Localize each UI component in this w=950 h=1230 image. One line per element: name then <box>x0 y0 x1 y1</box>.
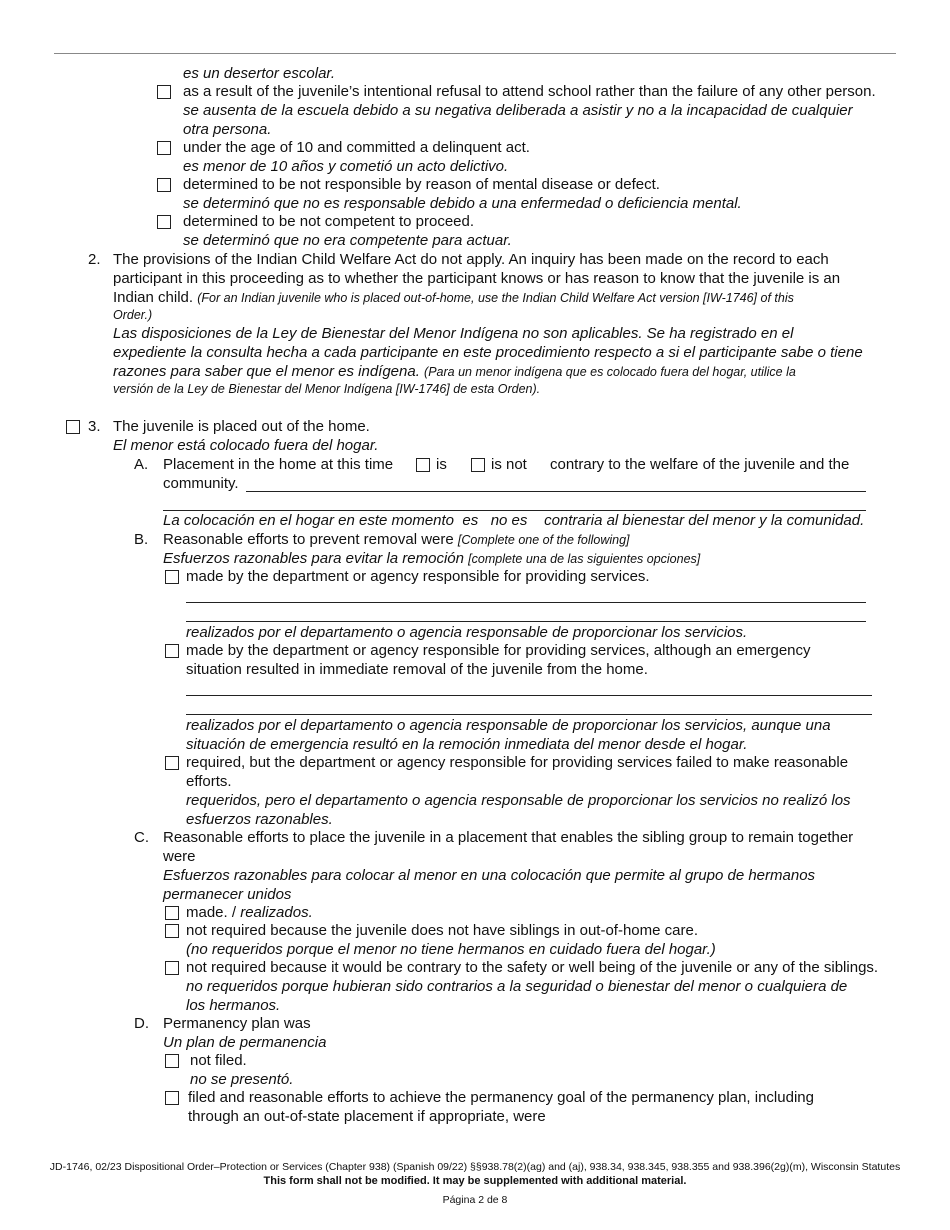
item3-es: El menor está colocado fuera del hogar. <box>113 437 379 454</box>
footer-page-number: Página 2 de 8 <box>442 1194 508 1206</box>
item3a-letter: A. <box>134 456 149 473</box>
item3b-es-note: [complete una de las siguientes opciones] <box>468 552 701 566</box>
item2-es-3 <box>113 363 796 380</box>
item3c-opt1-en: made. / <box>186 904 237 921</box>
item3d-en: Permanency plan was <box>163 1015 311 1032</box>
item3b-opt2-es-1: realizados por el departamento o agencia responsable de proporcionar los servicios, aunque una <box>186 717 831 734</box>
item2-en-2: participant in this proceeding as to whether the participant knows or has reason to know that the juvenile is an <box>113 270 841 287</box>
item3a-isnot-label: is not <box>491 456 527 473</box>
item3b-en-note: [Complete one of the following] <box>457 533 630 547</box>
item3b-opt1-checkbox[interactable] <box>165 570 179 584</box>
item2-en-1: The provisions of the Indian Child Welfare Act do not apply. An inquiry has been made on the record to each <box>113 251 829 268</box>
item3c-opt2-es: (no requeridos porque el menor no tiene hermanos en cuidado fuera del hogar.) <box>186 941 716 958</box>
competent-checkbox[interactable] <box>157 215 171 229</box>
item2-es-note-2: versión de la Ley de Bienestar del Menor Indígena [IW-1746] de esta Orden). <box>113 382 541 396</box>
footer-citation: JD-1746, 02/23 Dispositional Order–Protection or Services (Chapter 938) (Spanish 09/22) §§938.78(2)(ag) and (aj), 938.34, 938.345, 938.355 and 938.396(2g)(m), Wisconsin Statutes <box>49 1161 901 1173</box>
item3c-en-2: were <box>163 848 196 865</box>
competent-en: determined to be not competent to proceed. <box>183 213 475 230</box>
item2-en-3 <box>113 289 794 306</box>
item3c-opt1 <box>186 904 313 921</box>
item3b-opt2-checkbox[interactable] <box>165 644 179 658</box>
item3d-letter: D. <box>134 1015 149 1032</box>
item3b-es-text: Esfuerzos razonables para evitar la remoción <box>163 550 464 567</box>
competent-es: se determinó que no era competente para actuar. <box>183 232 512 249</box>
item3d-opt2-en-2: through an out-of-state placement if appropriate, were <box>188 1108 546 1125</box>
item3a-text: Placement in the home at this time <box>163 456 394 473</box>
item2-en-note-1: (For an Indian juvenile who is placed out-of-home, use the Indian Child Welfare Act version [IW-1746] of this <box>197 291 794 305</box>
refusal-es-1: se ausenta de la escuela debido a su negativa deliberada a asistir y no a la incapacidad de cualquier <box>183 102 853 119</box>
item2-es-2: expediente la consulta hecha a cada participante en este procedimiento respecto a si el participante sabe o tiene <box>113 344 863 361</box>
item3d-es: Un plan de permanencia <box>163 1034 327 1051</box>
item3c-opt3-en: not required because it would be contrary to the safety or well being of the juvenile or any of the siblings. <box>186 959 879 976</box>
item2-en-3-text: Indian child. <box>113 289 194 306</box>
mental-en: determined to be not responsible by reason of mental disease or defect. <box>183 176 660 193</box>
item3c-opt2-en: not required because the juvenile does not have siblings in out-of-home care. <box>186 922 698 939</box>
item3a-isnot-checkbox[interactable] <box>471 458 485 472</box>
item2-en-note-2: Order.) <box>113 308 153 322</box>
item3b-opt1-en: made by the department or agency responsible for providing services. <box>186 568 650 585</box>
footer-notice: This form shall not be modified. It may be supplemented with additional material. <box>263 1175 687 1187</box>
item3b-es <box>163 550 700 567</box>
item3b-opt1-es: realizados por el departamento o agencia responsable de proporcionar los servicios. <box>186 624 748 641</box>
item3a-line-1[interactable] <box>246 491 866 492</box>
item3b-opt2-en-2: situation resulted in immediate removal of the juvenile from the home. <box>186 661 648 678</box>
item3d-opt2-checkbox[interactable] <box>165 1091 179 1105</box>
item3b-opt2-line-2[interactable] <box>186 714 872 715</box>
mental-es: se determinó que no es responsable debido a una enfermedad o deficiencia mental. <box>183 195 742 212</box>
item3b-opt2-line-1[interactable] <box>186 695 872 696</box>
item3a-is-checkbox[interactable] <box>416 458 430 472</box>
item3a-es: La colocación en el hogar en este momento es no es contraria al bienestar del menor y la comunidad. <box>163 512 865 529</box>
item3b-en <box>163 531 630 548</box>
item3b-opt3-en-1: required, but the department or agency responsible for providing services failed to make reasonable <box>186 754 849 771</box>
item3c-opt1-checkbox[interactable] <box>165 906 179 920</box>
item3a-text-after: contrary to the welfare of the juvenile and the <box>550 456 850 473</box>
item3c-opt1-es: realizados. <box>240 904 313 921</box>
item3b-opt3-checkbox[interactable] <box>165 756 179 770</box>
item3d-opt1-en: not filed. <box>190 1052 247 1069</box>
item3a-is-label: is <box>436 456 447 473</box>
item3b-opt3-en-2: efforts. <box>186 773 232 790</box>
item3b-opt2-es-2: situación de emergencia resultó en la remoción inmediata del menor desde el hogar. <box>186 736 748 753</box>
item3-en: The juvenile is placed out of the home. <box>113 418 370 435</box>
refusal-en: as a result of the juvenile’s intentional refusal to attend school rather than the failure of any other person. <box>183 83 876 100</box>
item2-number: 2. <box>88 251 101 268</box>
under10-en: under the age of 10 and committed a delinquent act. <box>183 139 530 156</box>
item3b-opt3-es-1: requeridos, pero el departamento o agencia responsable de proporcionar los servicios no realizó los <box>186 792 851 809</box>
item3c-es-2: permanecer unidos <box>163 886 292 903</box>
item3d-opt1-es: no se presentó. <box>190 1071 294 1088</box>
under10-es: es menor de 10 años y cometió un acto delictivo. <box>183 158 509 175</box>
item3c-en-1: Reasonable efforts to place the juvenile in a placement that enables the sibling group to remain together <box>163 829 854 846</box>
item2-es-1: Las disposiciones de la Ley de Bienestar del Menor Indígena no son aplicables. Se ha registrado en el <box>113 325 794 342</box>
item3b-letter: B. <box>134 531 149 548</box>
item3b-en-text: Reasonable efforts to prevent removal were <box>163 531 454 548</box>
item3c-opt3-es-1: no requeridos porque hubieran sido contrarios a la seguridad o bienestar del menor o cualquiera de <box>186 978 848 995</box>
refusal-checkbox[interactable] <box>157 85 171 99</box>
item3c-opt3-checkbox[interactable] <box>165 961 179 975</box>
header-rule <box>54 53 896 54</box>
item3a-community: community. <box>163 475 239 492</box>
item2-es-3-text: razones para saber que el menor es indígena. <box>113 363 420 380</box>
item3b-opt3-es-2: esfuerzos razonables. <box>186 811 333 828</box>
under10-checkbox[interactable] <box>157 141 171 155</box>
item3d-opt1-checkbox[interactable] <box>165 1054 179 1068</box>
desertor-es: es un desertor escolar. <box>183 65 336 82</box>
item3a-line-2[interactable] <box>163 510 866 511</box>
item3c-opt3-es-2: los hermanos. <box>186 997 281 1014</box>
item3b-opt1-line-2[interactable] <box>186 621 866 622</box>
item3c-opt2-checkbox[interactable] <box>165 924 179 938</box>
mental-checkbox[interactable] <box>157 178 171 192</box>
item3-number: 3. <box>88 418 101 435</box>
item3b-opt1-line-1[interactable] <box>186 602 866 603</box>
item3-checkbox[interactable] <box>66 420 80 434</box>
refusal-es-2: otra persona. <box>183 121 272 138</box>
item2-es-note-1: (Para un menor indígena que es colocado fuera del hogar, utilice la <box>424 365 796 379</box>
item3c-letter: C. <box>134 829 149 846</box>
item3d-opt2-en-1: filed and reasonable efforts to achieve the permanency goal of the permanency plan, including <box>188 1089 814 1106</box>
item3b-opt2-en-1: made by the department or agency responsible for providing services, although an emergency <box>186 642 811 659</box>
item3c-es-1: Esfuerzos razonables para colocar al menor en una colocación que permite al grupo de hermanos <box>163 867 816 884</box>
